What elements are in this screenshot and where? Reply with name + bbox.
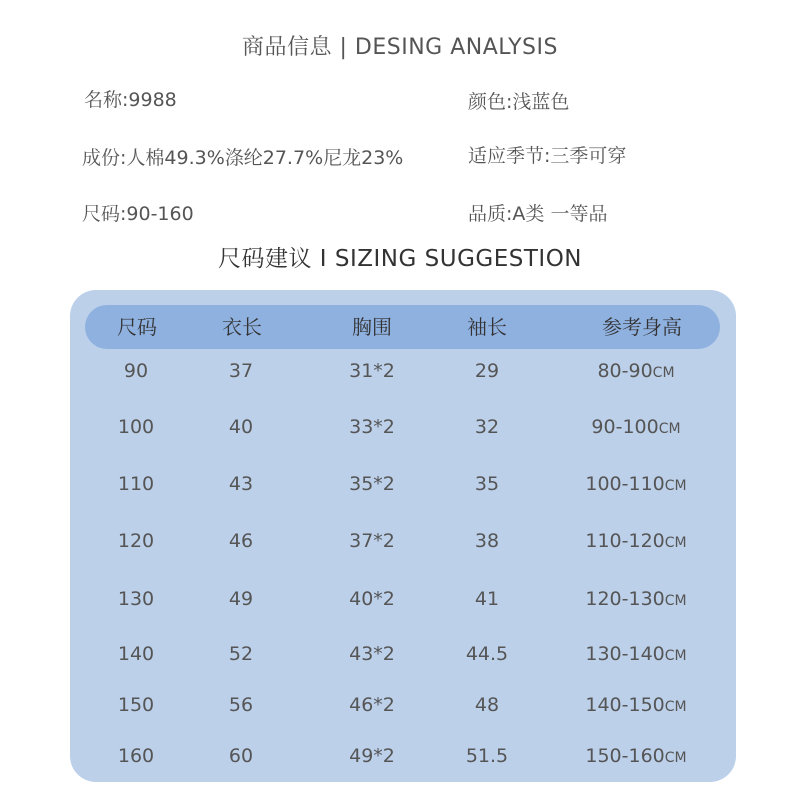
cell-value: 90-100 <box>591 416 659 438</box>
cell-length <box>229 530 253 552</box>
cell-value: 51.5 <box>465 745 509 767</box>
cell-length <box>229 588 253 610</box>
cell-height <box>585 530 686 552</box>
cell-value: 49*2 <box>349 745 395 767</box>
cell-value: 80-90 <box>597 360 653 382</box>
cell-sleeve <box>466 745 508 767</box>
cell-length <box>229 745 253 767</box>
cell-length <box>229 416 253 438</box>
cell-sleeve <box>475 416 499 438</box>
header-chest: 胸围 <box>352 315 392 339</box>
cell-value: 56 <box>228 694 254 716</box>
cell-size <box>118 530 154 552</box>
cell-sleeve <box>475 530 499 552</box>
cell-length <box>229 473 253 495</box>
cell-value: 60 <box>228 745 254 767</box>
cell-value: 130-140 <box>585 643 665 665</box>
cell-size <box>118 643 154 665</box>
cell-sleeve <box>475 360 499 382</box>
cell-value: 46 <box>228 530 254 552</box>
cell-value: 130 <box>117 588 155 610</box>
cell-value: 37 <box>228 360 254 382</box>
cell-value: 140-150 <box>585 694 665 716</box>
cell-unit: CM <box>664 750 687 766</box>
cell-value: 160 <box>117 745 155 767</box>
cell-size <box>118 694 154 716</box>
cell-height <box>585 473 686 495</box>
product-info-title: 商品信息 | DESING ANALYSIS <box>242 35 558 60</box>
cell-unit: CM <box>664 478 687 494</box>
cell-size <box>118 473 154 495</box>
cell-sleeve <box>475 473 499 495</box>
cell-value: 31*2 <box>349 360 395 382</box>
cell-height <box>585 745 686 767</box>
product-size-range: 尺码:90-160 <box>82 203 194 225</box>
cell-size <box>124 360 148 382</box>
cell-chest <box>349 473 395 495</box>
cell-length <box>229 694 253 716</box>
product-quality: 品质:A类 一等品 <box>468 203 608 225</box>
cell-size <box>118 588 154 610</box>
cell-value: 35*2 <box>349 473 395 495</box>
cell-length <box>229 643 253 665</box>
cell-length <box>229 360 253 382</box>
header-height: 参考身高 <box>602 315 682 339</box>
cell-unit: CM <box>664 648 687 664</box>
cell-chest <box>349 694 395 716</box>
cell-value: 100-110 <box>585 473 665 495</box>
cell-chest <box>349 588 395 610</box>
cell-chest <box>349 416 395 438</box>
cell-chest <box>349 745 395 767</box>
cell-value: 150-160 <box>585 745 665 767</box>
cell-sleeve <box>466 643 508 665</box>
cell-value: 120 <box>117 530 155 552</box>
cell-unit: CM <box>652 365 675 381</box>
product-material: 成份:人棉49.3%涤纶27.7%尼龙23% <box>82 147 404 169</box>
cell-value: 29 <box>474 360 500 382</box>
cell-value: 140 <box>117 643 155 665</box>
cell-height <box>585 588 686 610</box>
cell-value: 110 <box>117 473 155 495</box>
header-sleeve: 袖长 <box>467 315 507 339</box>
cell-value: 35 <box>474 473 500 495</box>
cell-size <box>118 416 154 438</box>
cell-value: 90 <box>123 360 149 382</box>
cell-value: 32 <box>474 416 500 438</box>
cell-sleeve <box>475 588 499 610</box>
cell-value: 49 <box>228 588 254 610</box>
cell-value: 43*2 <box>349 643 395 665</box>
cell-value: 37*2 <box>349 530 395 552</box>
cell-value: 52 <box>228 643 254 665</box>
product-color: 颜色:浅蓝色 <box>468 91 570 113</box>
cell-height <box>585 694 686 716</box>
product-name: 名称:9988 <box>84 89 177 111</box>
cell-height <box>591 416 680 438</box>
cell-unit: CM <box>658 421 681 437</box>
cell-value: 41 <box>474 588 500 610</box>
sizing-suggestion-title: 尺码建议 I SIZING SUGGESTION <box>217 246 583 272</box>
cell-value: 110-120 <box>585 530 665 552</box>
cell-value: 38 <box>474 530 500 552</box>
cell-value: 40*2 <box>349 588 395 610</box>
size-table-header <box>85 305 720 349</box>
cell-sleeve <box>475 694 499 716</box>
product-season: 适应季节:三季可穿 <box>468 145 627 167</box>
cell-unit: CM <box>664 593 687 609</box>
header-length: 衣长 <box>222 315 262 339</box>
cell-size <box>118 745 154 767</box>
cell-value: 33*2 <box>349 416 395 438</box>
cell-height <box>597 360 674 382</box>
cell-value: 48 <box>474 694 500 716</box>
cell-unit: CM <box>664 699 687 715</box>
cell-chest <box>349 530 395 552</box>
cell-chest <box>349 643 395 665</box>
header-size: 尺码 <box>117 315 157 339</box>
cell-value: 40 <box>228 416 254 438</box>
cell-unit: CM <box>664 535 687 551</box>
cell-value: 43 <box>228 473 254 495</box>
cell-value: 44.5 <box>465 643 509 665</box>
cell-value: 150 <box>117 694 155 716</box>
cell-value: 46*2 <box>349 694 395 716</box>
cell-height <box>585 643 686 665</box>
cell-value: 120-130 <box>585 588 665 610</box>
cell-chest <box>349 360 395 382</box>
cell-value: 100 <box>117 416 155 438</box>
